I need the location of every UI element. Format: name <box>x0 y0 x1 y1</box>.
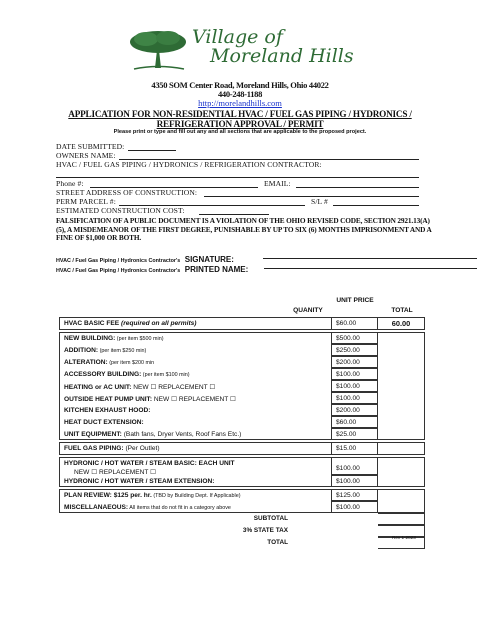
price-heat-duct: $60.00 <box>332 416 378 428</box>
total-cell-group-1[interactable] <box>378 332 425 440</box>
signature-field[interactable] <box>263 258 477 259</box>
printed-name-row: HVAC / Fuel Gas Piping / Hydronics Contractor's PRINTED NAME: <box>56 265 249 274</box>
falsification-warning: FALSIFICATION OF A PUBLIC DOCUMENT IS A VIOLATION OF THE OHIO REVISED CODE, SECTION 2921.13(A)(5), A MISDEMEANOR OF THE FIRST DEGREE, PUNISHABLE BY UP TO SIX (6) MONTHS IMPRISONMENT AND A FINE OF $1,000 OR BOTH. <box>56 216 432 243</box>
total-cell-plan-review[interactable] <box>378 489 425 513</box>
total-cell-fuel-gas[interactable] <box>378 442 425 455</box>
fee-group-1: NEW BUILDING: (per item $500 min) ADDITION: (per item $250 min) ALTERATION: (per item $200 min ACCESSORY BUILDING: (per item $100 min) HEATING or AC UNIT: NEW ☐ REPLACEMENT ☐ OUTSIDE HEAT PUMP UNIT: NEW ☐ REPLACEMENT ☐ KITCHEN EXHAUST HOOD: HEAT DUCT EXTENSION: UNIT EQUIPMENT: (Bath fans, Dryer Vents, Roof Fans Etc.) <box>59 332 332 440</box>
price-hydronic-extension: $100.00 <box>332 475 378 487</box>
price-addition: $250.00 <box>332 344 378 356</box>
instructions: Please print or type and fill out any and all sections that are applicable to the proposed project. <box>113 129 367 135</box>
state-tax-label: 3% STATE TAX <box>242 527 288 534</box>
contractor-field[interactable] <box>56 177 419 178</box>
col-quantity: QUANITY <box>293 307 323 314</box>
email-field[interactable] <box>296 187 419 188</box>
sl-field[interactable] <box>333 205 419 206</box>
perm-parcel-label: PERM PARCEL #: <box>56 197 116 206</box>
estimated-cost-field[interactable] <box>199 214 269 215</box>
date-submitted-field[interactable] <box>128 150 176 151</box>
price-plan-review: $125.00 <box>332 489 378 501</box>
street-address-label: STREET ADDRESS OF CONSTRUCTION: <box>56 188 198 197</box>
contractor-label: HVAC / FUEL GAS PIPING / HYDRONICS / REFRIGERATION CONTRACTOR: <box>56 160 322 169</box>
phone-label: Phone #: <box>56 179 84 188</box>
col-total: TOTAL <box>391 307 413 314</box>
sl-label: S/L # <box>311 197 328 206</box>
subtotal-field[interactable] <box>378 513 425 525</box>
price-kitchen-hood: $200.00 <box>332 404 378 416</box>
price-new-building: $500.00 <box>332 332 378 344</box>
email-label: EMAIL: <box>264 179 291 188</box>
website-link[interactable]: http://morelandhills.com <box>198 98 282 108</box>
estimated-cost-label: ESTIMATED CONSTRUCTION COST: <box>56 206 185 215</box>
hydronic-group: HYDRONIC / HOT WATER / STEAM BASIC: EACH UNIT NEW ☐ REPLACEMENT ☐ HYDRONIC / HOT WATER / STEAM EXTENSION: <box>59 457 332 487</box>
logo-line2: Moreland Hills <box>210 45 354 67</box>
owners-name-label: OWNERS NAME: <box>56 151 116 160</box>
total-cell-hydronic[interactable] <box>378 457 425 487</box>
price-miscellaneous: $100.00 <box>332 501 378 513</box>
price-hydronic-basic: $100.00 <box>332 457 378 475</box>
phone-number: 440-248-1188 <box>217 89 263 99</box>
plan-review-group: PLAN REVIEW: $125 per. hr. (TBD by Building Dept. If Applicable) MISCELLANAEOUS: All items that do not fit in a category above <box>59 489 332 513</box>
printed-name-field[interactable] <box>264 268 477 269</box>
price-alteration: $200.00 <box>332 356 378 368</box>
fuel-gas-row: FUEL GAS PIPING: (Per Outlet) <box>59 442 332 455</box>
basic-fee-price: $60.00 <box>332 317 378 330</box>
price-fuel-gas: $15.00 <box>332 442 378 455</box>
logo-line1: Village of <box>192 26 283 48</box>
price-heat-pump: $100.00 <box>332 392 378 404</box>
price-accessory-building: $100.00 <box>332 368 378 380</box>
revision-label: Rev 1-2023 <box>392 535 416 540</box>
price-unit-equipment: $25.00 <box>332 428 378 440</box>
price-heating-ac: $100.00 <box>332 380 378 392</box>
signature-row: HVAC / Fuel Gas Piping / Hydronics Contractor's SIGNATURE: <box>56 255 234 264</box>
subtotal-label: SUBTOTAL <box>253 515 288 522</box>
village-logo <box>128 28 358 74</box>
tree-icon <box>128 28 192 74</box>
basic-fee-total: 60.00 <box>378 317 425 330</box>
page-title: APPLICATION FOR NON-RESIDENTIAL HVAC / FUEL GAS PIPING / HYDRONICS / REFRIGERATION APPROVAL / PERMIT <box>68 109 412 129</box>
fee-table <box>59 317 425 546</box>
basic-fee-row: HVAC BASIC FEE (required on all permits) <box>59 317 332 330</box>
address: 4350 SOM Center Road, Moreland Hills, Ohio 44022 <box>151 80 329 90</box>
total-label: TOTAL <box>267 539 288 546</box>
date-submitted-label: DATE SUBMITTED: <box>56 142 125 151</box>
col-unit-price: UNIT PRICE <box>336 297 374 304</box>
